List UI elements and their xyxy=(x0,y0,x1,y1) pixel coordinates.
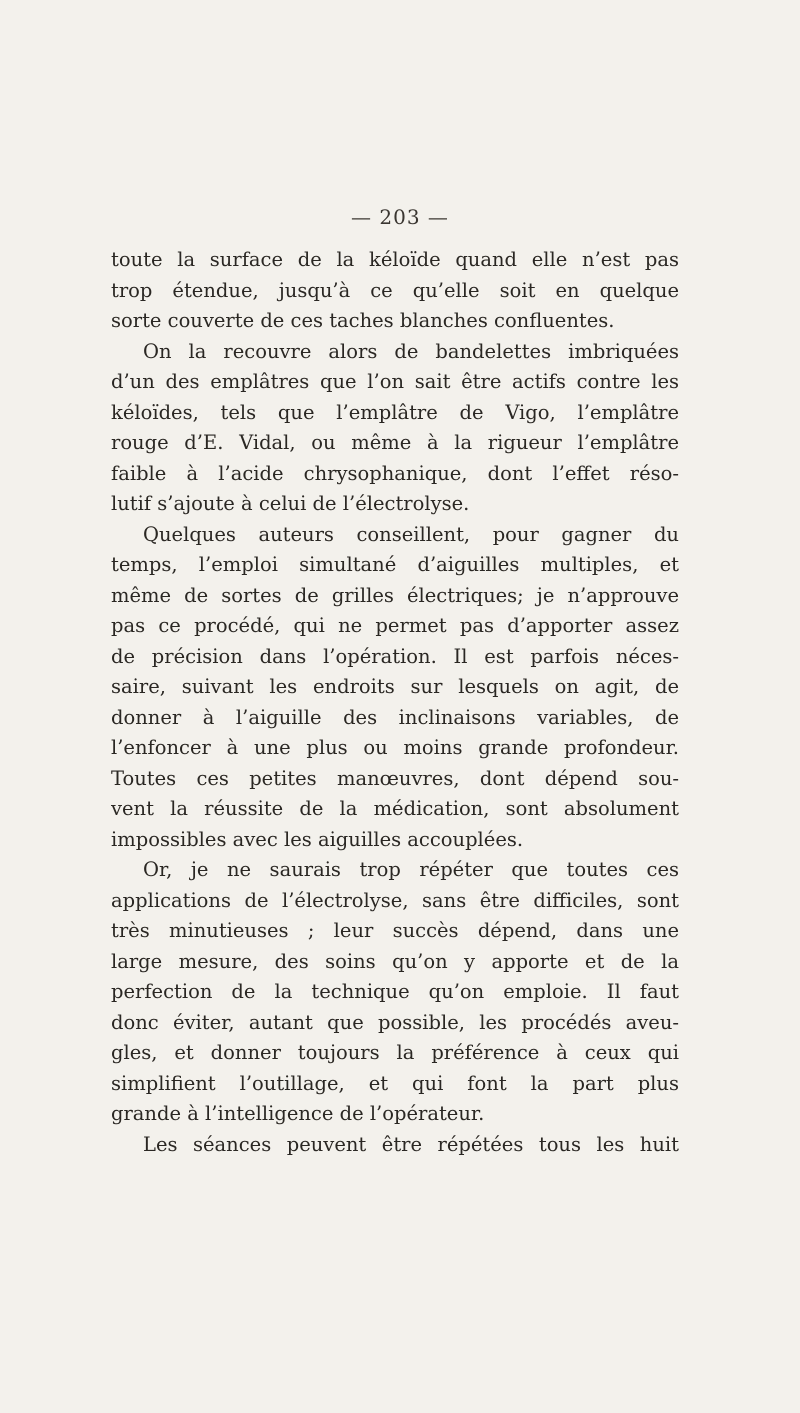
text-line: rouge d’E. Vidal, ou même à la rigueur l’emplâtre xyxy=(111,431,679,454)
text-line: de précision dans l’opération. Il est parfois néces- xyxy=(111,644,679,668)
text-line: lutif s’ajoute à celui de l’électrolyse. xyxy=(111,492,470,515)
text-line: d’un des emplâtres que l’on sait être actifs contre les xyxy=(111,370,679,393)
text-line: Or, je ne saurais trop répéter que toutes ces xyxy=(143,858,679,881)
text-line: pas ce procédé, qui ne permet pas d’apporter assez xyxy=(111,614,679,637)
text-line: large mesure, des soins qu’on y apporte et de la xyxy=(111,949,679,973)
text-line: donc éviter, autant que possible, les procédés aveu- xyxy=(111,1010,679,1034)
text-line: faible à l’acide chrysophanique, dont l’effet réso- xyxy=(111,461,679,485)
text-line: l’enfoncer à une plus ou moins grande profondeur. xyxy=(111,736,679,759)
text-line: kéloïdes, tels que l’emplâtre de Vigo, l’emplâtre xyxy=(111,400,679,424)
text-line: même de sortes de grilles électriques; je n’approuve xyxy=(111,583,679,607)
text-line: temps, l’emploi simultané d’aiguilles multiples, et xyxy=(111,553,679,576)
text-line: grande à l’intelligence de l’opérateur. xyxy=(111,1102,485,1125)
text-line: Quelques auteurs conseillent, pour gagner du xyxy=(143,522,679,546)
text-line: donner à l’aiguille des inclinaisons variables, de xyxy=(111,705,679,729)
text-line: On la recouvre alors de bandelettes imbriquées xyxy=(143,339,679,363)
text-line: simplifient l’outillage, et qui font la part plus xyxy=(111,1071,679,1095)
text-line: vent la réussite de la médication, sont absolument xyxy=(111,797,679,820)
page-number: — 203 — xyxy=(351,205,449,229)
text-line: trop étendue, jusqu’à ce qu’elle soit en quelque xyxy=(111,278,679,302)
text-line: Toutes ces petites manœuvres, dont dépend sou- xyxy=(111,766,679,790)
text-line: impossibles avec les aiguilles accouplées. xyxy=(111,827,524,851)
text-line: gles, et donner toujours la préférence à ceux qui xyxy=(111,1041,679,1064)
body-text xyxy=(111,245,679,1160)
text-line: toute la surface de la kéloïde quand elle n’est pas xyxy=(111,248,679,271)
text-line: très minutieuses ; leur succès dépend, dans une xyxy=(111,919,679,942)
text-line: perfection de la technique qu’on emploie. Il faut xyxy=(111,980,679,1003)
text-line: sorte couverte de ces taches blanches confluentes. xyxy=(111,309,615,332)
text-line: Les séances peuvent être répétées tous les huit xyxy=(143,1132,679,1156)
text-line: saire, suivant les endroits sur lesquels on agit, de xyxy=(111,675,679,698)
text-line: applications de l’électrolyse, sans être difficiles, sont xyxy=(111,888,679,912)
